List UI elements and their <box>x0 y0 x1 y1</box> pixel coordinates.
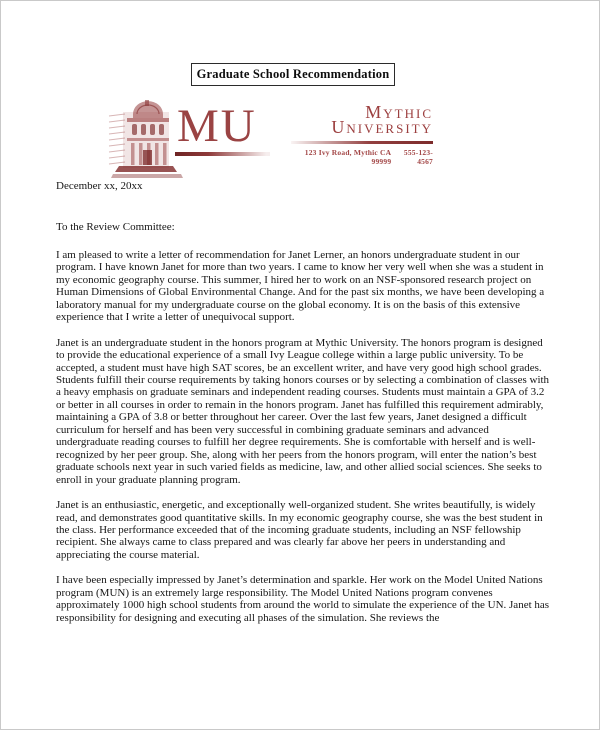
wordmark-underline-rule <box>291 141 433 144</box>
university-wordmark <box>291 102 433 166</box>
letter-paragraph-3: Janet is an enthusiastic, energetic, and exceptionally well-organized student. She writes beautifully, is widely read, and demonstrates good quantitative skills. In my economic geography course, she was the best student in the class. Her performance exceeded that of the incoming graduate students, including an NSF fellowship recipient. She always came to class prepared and was clearly far above her peers in understanding and appreciating the course material. <box>56 499 543 561</box>
document-title: Graduate School Recommendation <box>196 67 390 81</box>
university-building-icon <box>107 100 185 180</box>
letter-date: December xx, 20xx <box>56 180 143 192</box>
monogram-underline-rule <box>175 152 270 156</box>
university-name-line1: Mythic <box>365 102 433 122</box>
university-monogram: MU <box>177 100 257 152</box>
letter-paragraph-1: I am pleased to write a letter of recommendation for Janet Lerner, an honors undergraduate student in our program. I have known Janet for more than two years. I came to know her very well when she was a student in my economic geography course. This summer, I hired her to work on an NSF-sponsored research project on Human Dimensions of Global Environmental Change. And for the past six months, we have been developing a laboratory manual for my undergraduate course on the global economy. It is on the basis of this extensive experience that I write a letter of unequivocal support. <box>56 248 545 324</box>
university-contact-line <box>291 148 433 166</box>
university-phone: 555-123-4567 <box>403 148 433 166</box>
university-address: 123 Ivy Road, Mythic CA 99999 <box>304 148 392 166</box>
letter-salutation: To the Review Committee: <box>56 221 175 234</box>
letter-body <box>56 180 552 637</box>
university-name-line2: University <box>331 117 433 137</box>
letter-paragraph-2: Janet is an undergraduate student in the honors program at Mythic University. The honors program is designed to provide the educational experience of a small Ivy League college within a large public university. To be accepted, a student must have high SAT scores, be an excellent writer, and have very good high school grades. Students fulfill their course requirements by taking honors courses or by selecting a combination of classes with a heavy emphasis on graduate seminars and independent reading courses. Students must maintain a GPA of 3.2 or better in all courses in order to remain in the honors program. Janet has fulfilled this requirement admirably, maintaining a GPA of 3.8 or better throughout her career. Over the last few years, Janet designed a difficult curriculum for herself and has been very successful in combining graduate seminars and advanced undergraduate reading courses to fulfill her degree requirements. She is comfortable with herself and is well-recognized by her peer group. She, along with her peers from the honors program, will enter the nation’s best graduate schools next year in such varied fields as medicine, law, and other allied social sciences. She seeks to enroll in your graduate planning program. <box>56 336 550 486</box>
letter-paragraph-4: I have been especially impressed by Janet’s determination and sparkle. Her work on the Model United Nations program (MUN) is an extremely large responsibility. The Model United Nations program convenes approximately 1000 high school students from around the world to simulate the experience of the UN. Janet has responsibility for designing and executing all phases of the simulation. She reviews the <box>56 574 550 624</box>
document-title-box <box>191 63 395 86</box>
